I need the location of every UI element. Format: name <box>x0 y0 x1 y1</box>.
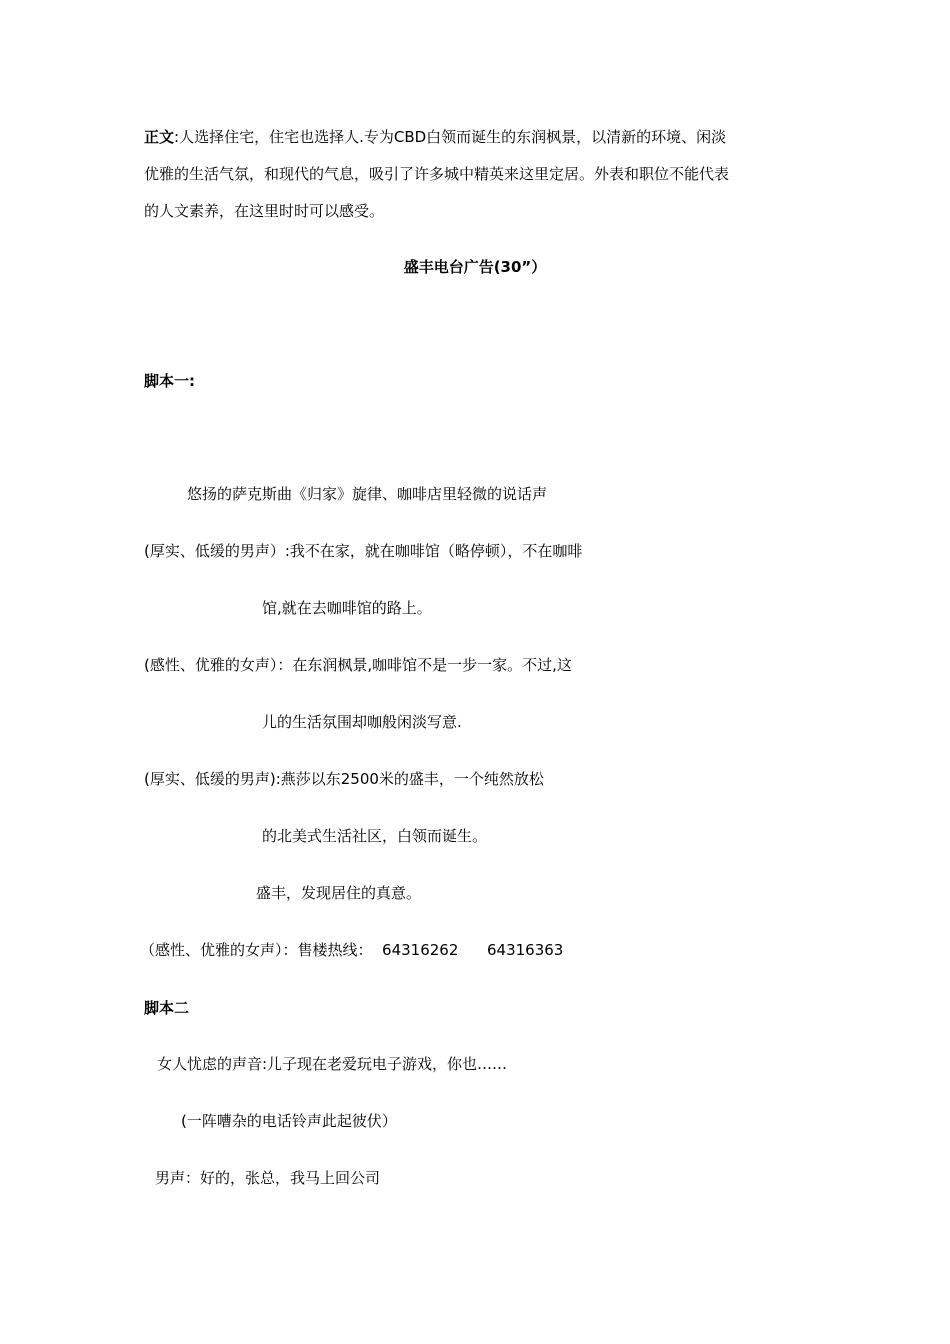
section-title: 盛丰电台广告(30”） <box>403 258 547 276</box>
script1-line: 盛丰，发现居住的真意。 <box>256 884 422 902</box>
script1-hotline: （感性、优雅的女声）：售楼热线： 64316262 64316363 <box>140 941 564 959</box>
script1-line: 馆,就在去咖啡馆的路上。 <box>262 599 432 617</box>
script1-line: 的北美式生活社区，白领而诞生。 <box>262 827 488 845</box>
intro-line-2: 优雅的生活气氛，和现代的气息，吸引了许多城中精英来这里定居。外表和职位不能代表 <box>144 165 730 183</box>
script1-heading: 脚本一: <box>144 372 195 390</box>
script1-line: (厚实、低缓的男声):燕莎以东2500米的盛丰，一个纯然放松 <box>144 770 544 788</box>
script2-line: 男声：好的，张总，我马上回公司 <box>155 1169 381 1187</box>
intro-line-1 <box>144 127 726 147</box>
script1-line: (厚实、低缓的男声）:我不在家，就在咖啡馆（略停顿），不在咖啡 <box>144 542 583 560</box>
script1-line: (感性、优雅的女声）：在东润枫景,咖啡馆不是一步一家。不过,这 <box>144 656 572 674</box>
intro-line-1-text: :人选择住宅，住宅也选择人.专为CBD白领而诞生的东润枫景，以清新的环境、闲淡 <box>174 128 727 146</box>
script2-line: (一阵嘈杂的电话铃声此起彼伏） <box>181 1112 397 1130</box>
script2-line: 女人忧虑的声音:儿子现在老爱玩电子游戏，你也…… <box>157 1055 508 1073</box>
script1-line: 儿的生活氛围却咖般闲淡写意. <box>262 713 462 731</box>
script1-line: 悠扬的萨克斯曲《归家》旋律、咖啡店里轻微的说话声 <box>187 485 548 503</box>
script2-heading: 脚本二 <box>144 999 190 1017</box>
intro-label: 正文 <box>144 128 175 146</box>
intro-line-3: 的人文素养，在这里时时可以感受。 <box>144 202 385 220</box>
